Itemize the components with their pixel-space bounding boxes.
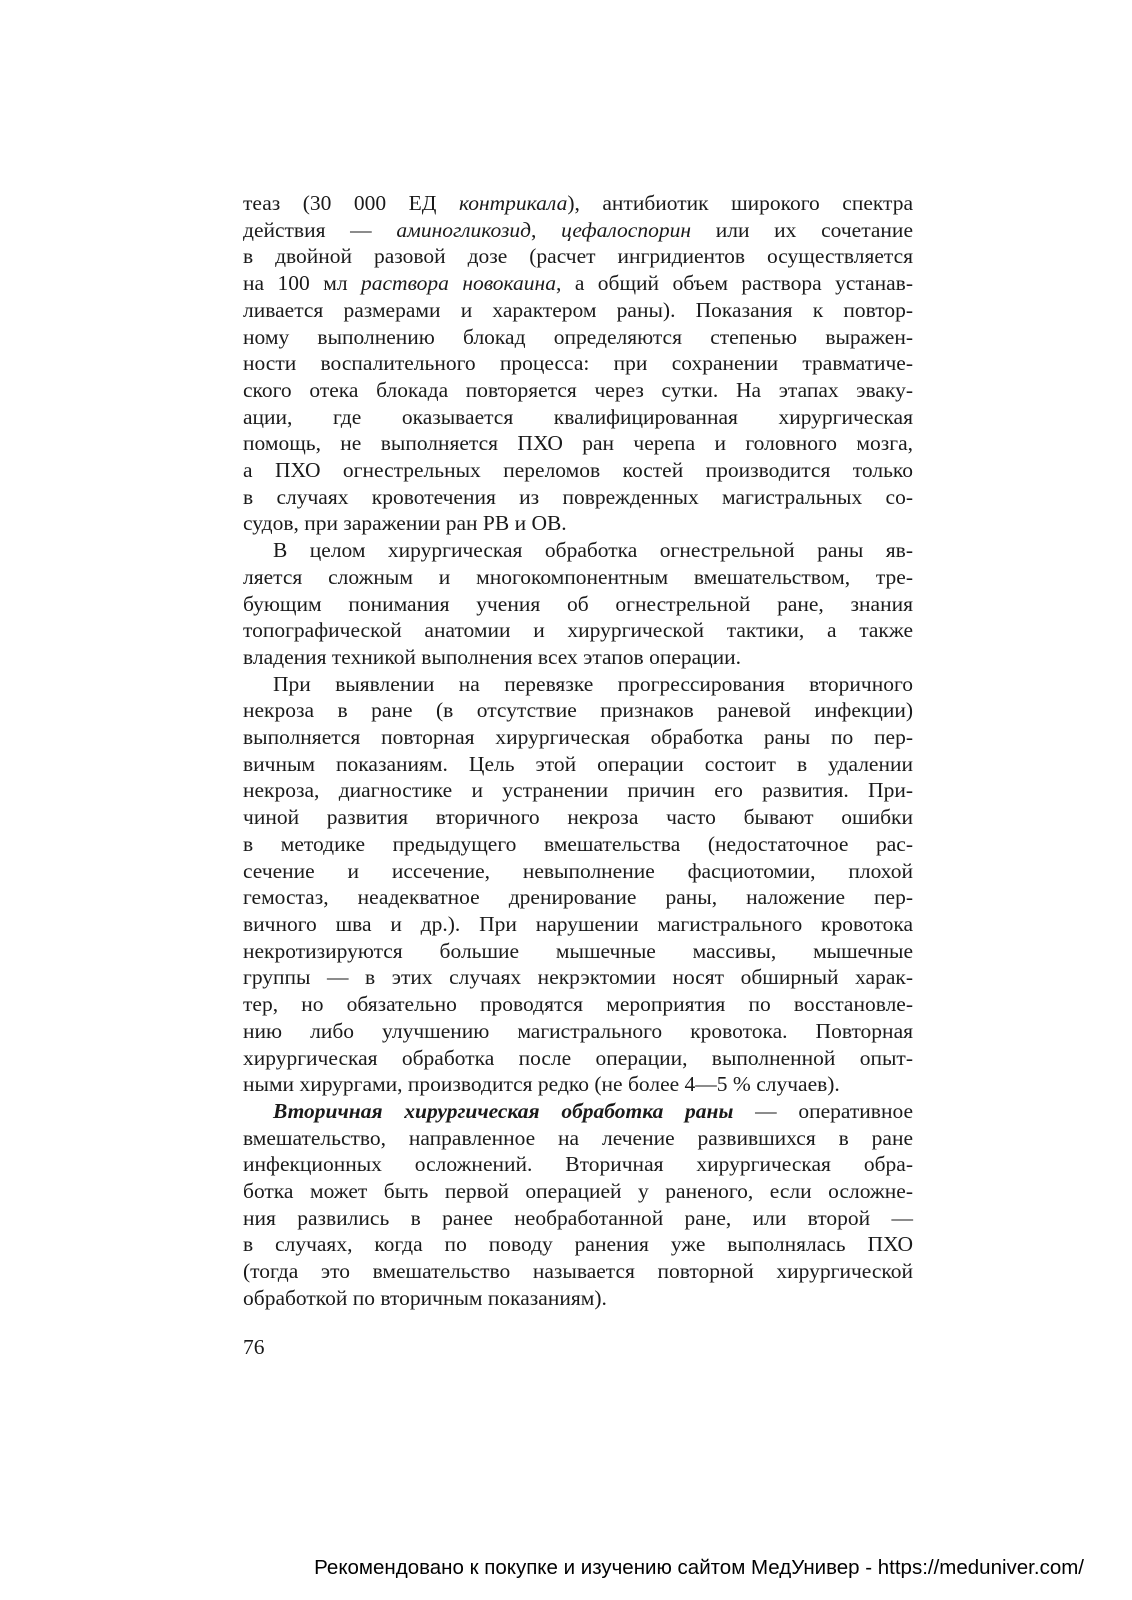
paragraph [243,537,913,671]
page-number: 76 [243,1335,265,1359]
text-line [243,591,913,618]
text-line [243,217,913,244]
text-line [243,777,913,804]
text-line [243,457,913,484]
text-line [243,858,913,885]
text-run: хирургическая обработка после операции, выполненной опыт- [243,1045,913,1070]
text-run: (тогда это вмешательство называется повторной хирургической [243,1259,913,1284]
text-line [243,1178,913,1205]
text-run: инфекционных осложнений. Вторичная хирургическая обра- [243,1152,913,1177]
text-run: топографической анатомии и хирургической тактики, а также [243,618,913,643]
text-line [243,1285,913,1312]
text-line [243,1071,913,1098]
text-line [243,671,913,698]
text-run: вичным показаниям. Цель этой операции состоит в удалении [243,751,913,776]
text-run: в методике предыдущего вмешательства (недостаточное рас- [243,831,913,856]
text-line [243,1125,913,1152]
text-run: некротизируются большие мышечные массивы, мышечные [243,938,913,963]
text-line [243,804,913,831]
text-line [243,751,913,778]
text-run: ботка может быть первой операцией у раненого, если осложне- [243,1179,913,1204]
text-run: группы — в этих случаях некрэктомии носят обширный харак- [243,965,913,990]
text-run: ному выполнению блокад определяются степенью выражен- [243,324,913,349]
text-line [243,350,913,377]
text-line [243,1258,913,1285]
text-line [243,430,913,457]
text-run: , а общий объем раствора устанав- [555,271,913,296]
italic-term: контрикала [458,191,568,215]
text-line [243,243,913,270]
text-line [243,884,913,911]
text-run: на 100 мл [243,271,361,296]
text-run: нию либо улучшению магистрального кровотока. Повторная [243,1018,913,1043]
text-run: ными хирургами, производится редко (не более 4—5 % случаев). [243,1072,840,1097]
text-run: действия — [243,217,397,242]
text-line [243,964,913,991]
text-line [243,617,913,644]
text-run: При выявлении на перевязке прогрессирования вторичного [273,671,913,696]
term-heading: Вторичная хирургическая обработка раны [273,1098,734,1123]
text-line [243,1045,913,1072]
text-line [243,938,913,965]
paragraph [243,190,913,537]
text-run: в случаях, когда по поводу ранения уже выполнялась ПХО [243,1232,913,1257]
text-line [243,991,913,1018]
text-line [243,510,913,537]
text-line [243,1098,913,1125]
text-run: некроза в ране (в отсутствие признаков раневой инфекции) [243,698,913,723]
text-line [243,564,913,591]
body-text [243,190,913,1312]
text-run: в двойной разовой дозе (расчет ингридиентов осуществляется [243,244,913,269]
text-run: теаз (30 000 ЕД [243,191,459,215]
text-line [243,911,913,938]
text-run: гемостаз, неадекватное дренирование раны, наложение пер- [243,885,913,910]
text-run: выполняется повторная хирургическая обработка раны по пер- [243,725,913,750]
text-line [243,1231,913,1258]
text-run: ского отека блокада повторяется через сутки. На этапах эваку- [243,377,913,402]
text-run: тер, но обязательно проводятся мероприятия по восстановле- [243,992,913,1017]
text-run: некроза, диагностике и устранении причин его развития. При- [243,778,913,803]
text-run: а ПХО огнестрельных переломов костей производится только [243,458,913,483]
italic-term: аминогликозид [396,217,531,242]
text-run: ния развились в ранее необработанной ране, или второй — [243,1205,913,1230]
text-run: вичного шва и др.). При нарушении магистрального кровотока [243,911,913,936]
text-run: или их сочетание [691,217,913,242]
paragraph [243,1098,913,1312]
text-run: помощь, не выполняется ПХО ран черепа и головного мозга, [243,431,913,456]
text-run: ации, где оказывается квалифицированная хирургическая [243,404,913,429]
text-run: ), антибиотик широкого спектра [567,191,913,215]
text-line [243,377,913,404]
text-line [243,297,913,324]
text-run: чиной развития вторичного некроза часто бывают ошибки [243,805,913,830]
text-line [243,697,913,724]
text-run: вмешательство, направленное на лечение развившихся в ране [243,1125,913,1150]
text-line [243,1205,913,1232]
text-line [243,724,913,751]
text-line [243,1151,913,1178]
text-run: владения техникой выполнения всех этапов операции. [243,644,742,669]
text-line [243,190,913,217]
text-run: ливается размерами и характером раны). Показания к повтор- [243,297,913,322]
text-line [243,404,913,431]
text-run: в случаях кровотечения из поврежденных магистральных со- [243,484,913,509]
text-run: ляется сложным и многокомпонентным вмешательством, тре- [243,564,913,589]
paragraph [243,671,913,1098]
text-run: бующим понимания учения об огнестрельной ране, знания [243,591,913,616]
text-line [243,831,913,858]
text-line [243,644,913,671]
italic-term: раствора новокаина [361,271,556,296]
text-run: обработкой по вторичным показаниям). [243,1285,607,1310]
text-run: судов, при заражении ран РВ и ОВ. [243,511,567,536]
text-line [243,537,913,564]
text-line [243,270,913,297]
text-run: ности воспалительного процесса: при сохранении травматиче- [243,351,913,376]
text-run: В целом хирургическая обработка огнестрельной раны яв- [273,538,913,563]
text-line [243,324,913,351]
italic-term: цефалоспорин [561,217,691,242]
text-run: сечение и иссечение, невыполнение фасциотомии, плохой [243,858,913,883]
text-line [243,484,913,511]
footer-watermark: Рекомендовано к покупке и изучению сайтом МедУнивер - https://meduniver.com/ [314,1556,1084,1579]
text-line [243,1018,913,1045]
text-run: , [531,217,562,242]
text-run: — оперативное [733,1098,914,1123]
